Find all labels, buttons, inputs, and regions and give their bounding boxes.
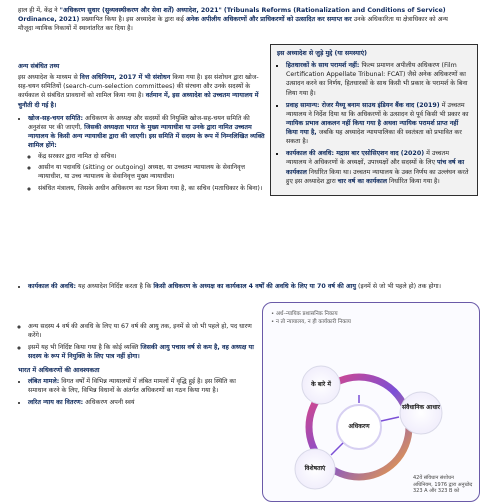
tribunal-infographic	[262, 302, 480, 502]
ordinance-title: "अधिकरण सुधार (सुव्यवस्थीकरण और सेवा शर्तें) अध्यादेश, 2021" (Tribunals Reforms (Rationalization and Conditions of Service) Ordinance, 2021)	[18, 7, 446, 24]
list-item	[286, 149, 471, 186]
bullet-text: अधिकरण अपनी स्वयं	[83, 398, 135, 406]
list-item-text: न तो न्यायालय, न ही कार्यकारी निकाय	[275, 318, 351, 325]
related-facts-paragraph	[18, 73, 266, 110]
features-label: विशेषताएं	[304, 465, 326, 472]
bullet-highlight: किसी अधिकरण के अध्यक्ष का कार्यकाल 4 वर्षों की अवधि के लिए या 70 वर्ष की आयु	[153, 283, 356, 290]
list-item	[28, 398, 254, 407]
issue-text: में उच्चतम न्यायालय ने निर्देश दिया था कि अधिकरणों के उत्सादन से पूर्व किसी भी प्रकार का	[286, 101, 469, 118]
bullet-title: त्वरित न्याय का वितरण:	[28, 398, 84, 406]
infographic-list	[271, 311, 351, 326]
section-heading: भारत में अधिकरणों की आवश्यकता	[18, 366, 100, 374]
box-heading: इस अध्यादेश से जुड़े मुद्दे (या समस्याएं)	[277, 50, 367, 57]
list-item-text: अर्ध–न्यायिक प्रशासनिक निकाय	[275, 311, 338, 317]
intro-text: उनके अधिकारिता या क्षेत्राधिकार को अन्य मौजूदा न्यायिक निकायों में स्थानांतरित कर दिया है।	[18, 16, 448, 33]
bullet-list	[18, 377, 254, 407]
bullet-title: कार्यकाल की अवधि:	[28, 283, 77, 290]
issue-text: निर्धारित किया गया है।	[386, 177, 440, 185]
para-highlight: वित्त अधिनियम, 2017 में भी संशोधन	[79, 74, 171, 82]
bullet-text: विगत वर्षों में विभिन्न न्यायालयों में लंबित मामलों में वृद्धि हुई है। इस स्थिति का समाधान करने के लिए, विभिन्न विधानों के अंतर्गत अधिकरणों का गठन किया गया है।	[28, 377, 236, 394]
bullet-list	[18, 282, 478, 291]
intro-paragraph	[18, 6, 460, 33]
issue-title: कार्यकाल की अवधि: मद्रास बार एसोसिएशन वाद (2020)	[286, 150, 425, 158]
issue-title: प्रवाह सामान्य: रोजर मैथ्यू बनाम साउथ इंडियन बैंक वाद (2019)	[286, 101, 440, 109]
intro-highlight: अनेक अपीलीय अधिकरणों और प्राधिकरणों को उत्सादित कर समाप्त कर	[185, 16, 352, 24]
list-item	[28, 377, 254, 395]
issue-text: में उच्चतम न्यायालय ने अधिकरणों के अध्यक्षों, उपाध्यक्षों और सदस्यों के लिए	[286, 150, 450, 167]
list-item	[286, 61, 471, 98]
list-item: • अर्ध–न्यायिक प्रशासनिक निकाय	[271, 311, 338, 317]
sub-item: ◦ अन्य सदस्य 4 वर्ष की अवधि के लिए या 67 वर्ष की आयु तक, इनमें से जो भी पहले हो, पद धारण करेंगे।	[28, 322, 254, 340]
para-text: इस अध्यादेश के माध्यम से	[18, 74, 80, 82]
issue-text: जबकि यह अध्यादेश न्यायपालिका की स्वतंत्रता को प्रभावित कर सकता है।	[286, 129, 462, 146]
bullet-highlight: जिसकी अध्यक्षता भारत के मुख्य न्यायाधीश या उनके द्वारा नामित उच्चतम न्यायालय के किसी अन्य न्यायाधीश द्वारा की जाएगी। इस समिति में सदस्य के रूप में निम्नलिखित व्यक्ति शामिल होंगे:	[28, 123, 265, 149]
left-column	[18, 62, 266, 196]
list-item	[28, 114, 266, 193]
intro-text: हाल ही में, केंद्र ने	[18, 7, 60, 14]
sub-list	[18, 322, 254, 362]
list-item	[286, 101, 471, 147]
tenure-section	[18, 282, 478, 294]
sub-item: ◦ संबंधित मंत्रालय, जिसके अधीन अधिकरण का गठन किया गया है, का सचिव (मताधिकार के बिना)।	[38, 184, 266, 193]
issue-highlight: पांच वर्ष का कार्यकाल	[286, 159, 465, 176]
constitutional-label: संवैधानिक आधार	[401, 404, 441, 411]
amendment-note: 42वें संविधान संशोधन अधिनियम, 1976 द्वारा अनुच्छेद 323 A और 323 B को	[413, 474, 473, 495]
sub-text: इसमें यह भी निर्दिष्ट किया गया है कि कोई व्यक्ति	[28, 344, 141, 352]
lower-left-column	[18, 322, 254, 410]
list-item: • न तो न्यायालय, न ही कार्यकारी निकाय	[271, 318, 351, 325]
tribunal-label: अधिकरण	[348, 423, 370, 430]
sub-list	[28, 152, 266, 193]
bullet-list	[18, 114, 266, 193]
sub-item: ◦ केंद्र सरकार द्वारा नामित दो सचिव।	[38, 152, 266, 161]
sub-highlight: जिसकी आयु पचास वर्ष से कम है, वह अध्यक्ष या सदस्य के रूप में नियुक्ति के लिए पात्र नहीं होगा।	[28, 344, 254, 361]
issue-text: फिल्म प्रमाणन अपीलीय अधिकरण (Film Certification Appellate Tribunal: FCAT) जैसे अनेक अधिकरणों का उत्सादन करने का निर्णय, हितधारकों के साथ किसी भी प्रकार के परामर्श के बिना लिया गया है।	[286, 62, 468, 97]
sub-item: ◦ आसीन या पदावधि (sitting or outgoing) अध्यक्ष, या उच्चतम न्यायालय के सेवानिवृत्त न्यायाधीश, या उच्च न्यायालय के सेवानिवृत्त मुख्य न्यायाधीश।	[38, 163, 266, 181]
connector	[331, 443, 343, 455]
issues-box	[270, 44, 478, 196]
constitutional-disc	[400, 392, 442, 434]
issues-list	[277, 61, 471, 186]
bullet-text: अधिकरण के अध्यक्ष और सदस्यों की नियुक्ति खोज-सह-चयन समिति की अनुशंसा पर की जाएगी,	[28, 114, 250, 131]
para-text: किया गया है। इस संशोधन द्वारा खोज-सह-चयन समितियों (search-cum-selection committees) की संरचना और उनके सदस्यों के कार्यकाल से संबंधित प्रावधानों को शामिल किया गया है।	[18, 74, 259, 100]
bullet-text: (इनमें से जो भी पहले हो) तक होगा।	[355, 283, 442, 290]
connector	[381, 417, 399, 421]
para-highlight: वर्तमान में, इस अध्यादेश को उच्चतम न्यायालय में चुनौती दी गई है।	[18, 92, 259, 109]
intro-text: प्रख्यापित किया है। इस अध्यादेश के द्वारा कई	[79, 16, 186, 24]
issue-highlight: चार वर्ष का कार्यकाल	[337, 177, 387, 185]
bullet-text: यह अध्यादेश निर्दिष्ट करता है कि	[76, 283, 154, 290]
issue-title: हितधारकों के साथ परामर्श नहीं:	[286, 62, 360, 70]
bullet-title: लंबित मामले:	[28, 377, 60, 385]
bullet-title: खोज-सह-चयन समिति:	[28, 114, 84, 122]
issue-text: निर्धारित किया था। उच्चतम न्यायालय के उक्त निर्णय का उल्लंघन करते हुए इस अध्यादेश द्वारा	[286, 168, 469, 185]
sub-item	[28, 343, 254, 361]
list-item	[28, 282, 478, 291]
about-label: के बारे में	[311, 381, 331, 388]
section-heading: अन्य संबंधित तथ्य	[18, 63, 60, 70]
issue-highlight: न्यायिक प्रभाव आकलन नहीं किया गया है अथवा न्यायिक परामर्श प्राप्त नहीं किया गया है,	[286, 119, 459, 136]
